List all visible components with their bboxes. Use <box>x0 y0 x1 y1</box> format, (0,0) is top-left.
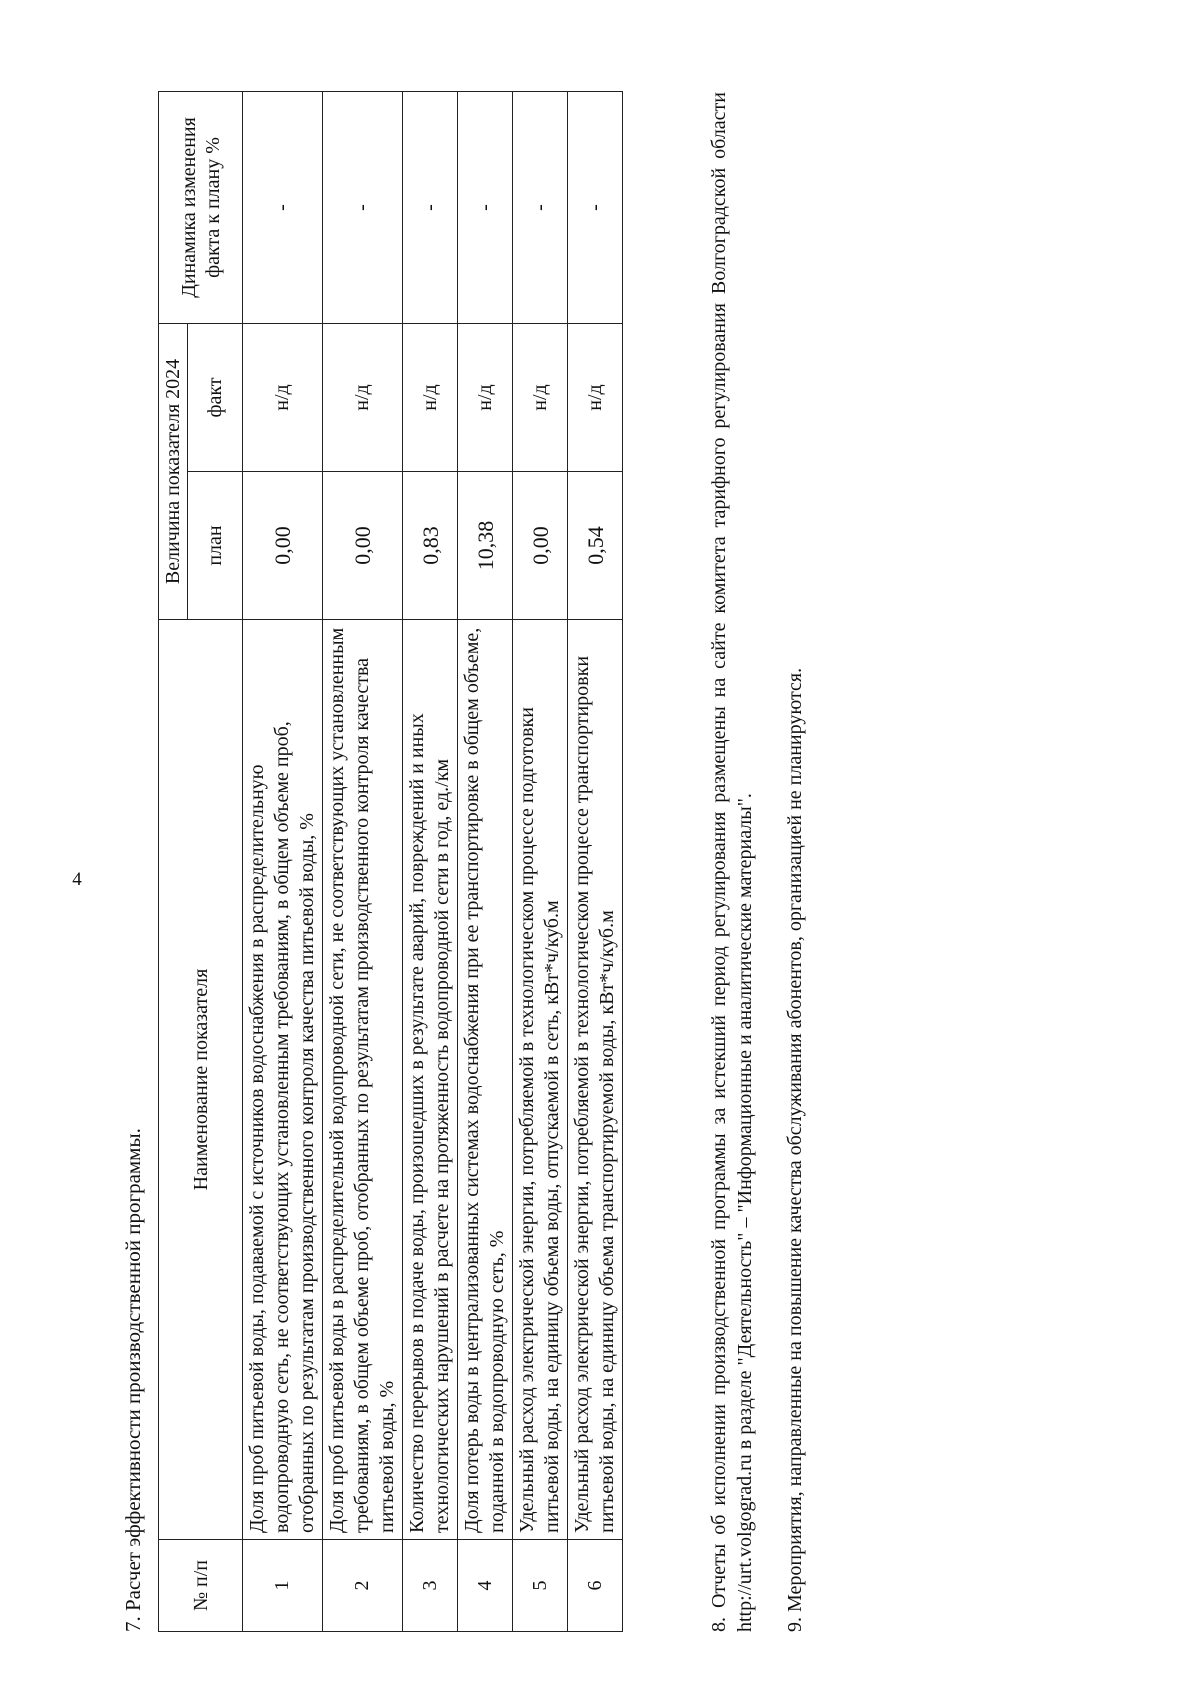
table-row <box>323 91 403 1631</box>
row-fact-value: н/д <box>568 323 623 471</box>
row-plan-value: 0,00 <box>243 472 323 620</box>
table-row <box>568 91 623 1631</box>
table-row <box>243 91 323 1631</box>
row-plan-value: 0,00 <box>323 472 403 620</box>
row-indicator-name: Доля потерь воды в централизованных системах водоснабжения при ее транспортировке в общем объеме, поданной в водопроводную сеть, % <box>458 620 513 1540</box>
section-8-paragraph: 8. Отчеты об исполнении производственной программы за истекший период регулирования размещены на сайте комитета тарифного регулирования Волгоградской области http://urt.volgograd.ru в разделе "Деятельность" – "Информационные и аналитические материалы". <box>708 92 756 1632</box>
row-indicator-name: Удельный расход электрической энергии, потребляемой в технологическом процессе подготовки питьевой воды, на единицу объема воды, отпускаемой в сеть, кВт*ч/куб.м <box>513 620 568 1540</box>
row-number: 5 <box>513 1540 568 1632</box>
row-number: 2 <box>323 1540 403 1632</box>
row-dynamics-value: - <box>323 91 403 323</box>
row-plan-value: 10,38 <box>458 472 513 620</box>
row-plan-value: 0,83 <box>403 472 458 620</box>
row-indicator-name: Доля проб питьевой воды в распределительной водопроводной сети, не соответствующих установленным требованиям, в общем объеме проб, отобранных по результатам производственного контроля качества питьевой воды, % <box>323 620 403 1540</box>
row-dynamics-value: - <box>568 91 623 323</box>
row-plan-value: 0,54 <box>568 472 623 620</box>
row-fact-value: н/д <box>458 323 513 471</box>
row-fact-value: н/д <box>323 323 403 471</box>
row-indicator-name: Доля проб питьевой воды, подаваемой с источников водоснабжения в распределительную водопроводную сеть, не соответствующих установленным требованиям, в общем объеме проб, отобранных по результатам производственного контроля качества питьевой воды, % <box>243 620 323 1540</box>
header-indicator-name: Наименование показателя <box>159 620 243 1540</box>
efficiency-table <box>158 91 623 1632</box>
row-number: 3 <box>403 1540 458 1632</box>
table-row <box>513 91 568 1631</box>
row-dynamics-value: - <box>458 91 513 323</box>
row-dynamics-value: - <box>403 91 458 323</box>
row-fact-value: н/д <box>403 323 458 471</box>
header-plan: план <box>188 472 243 620</box>
page-number: 4 <box>72 869 82 890</box>
table-header-row <box>159 91 188 1631</box>
row-number: 1 <box>243 1540 323 1632</box>
header-dynamics: Динамика изменения факта к плану % <box>159 91 243 323</box>
rotated-page-content <box>110 72 830 1632</box>
row-number: 4 <box>458 1540 513 1632</box>
row-plan-value: 0,00 <box>513 472 568 620</box>
header-value-2024: Величина показателя 2024 <box>159 323 188 619</box>
row-fact-value: н/д <box>513 323 568 471</box>
row-number: 6 <box>568 1540 623 1632</box>
header-fact: факт <box>188 323 243 471</box>
header-number: № п/п <box>159 1540 243 1632</box>
section-7-heading: 7. Расчет эффективности производственной программы. <box>121 1128 145 1632</box>
row-fact-value: н/д <box>243 323 323 471</box>
table-row <box>458 91 513 1631</box>
section-9-paragraph: 9. Мероприятия, направленные на повышение качества обслуживания абонентов, организацией не планируются. <box>784 667 806 1632</box>
row-indicator-name: Количество перерывов в подаче воды, произошедших в результате аварий, повреждений и иных технологических нарушений в расчете на протяженность водопроводной сети в год, ед./км <box>403 620 458 1540</box>
row-indicator-name: Удельный расход электрической энергии, потребляемой в технологическом процессе транспортировки питьевой воды, на единицу объема транспортируемой воды, кВт*ч/куб.м <box>568 620 623 1540</box>
row-dynamics-value: - <box>513 91 568 323</box>
table-row <box>403 91 458 1631</box>
row-dynamics-value: - <box>243 91 323 323</box>
